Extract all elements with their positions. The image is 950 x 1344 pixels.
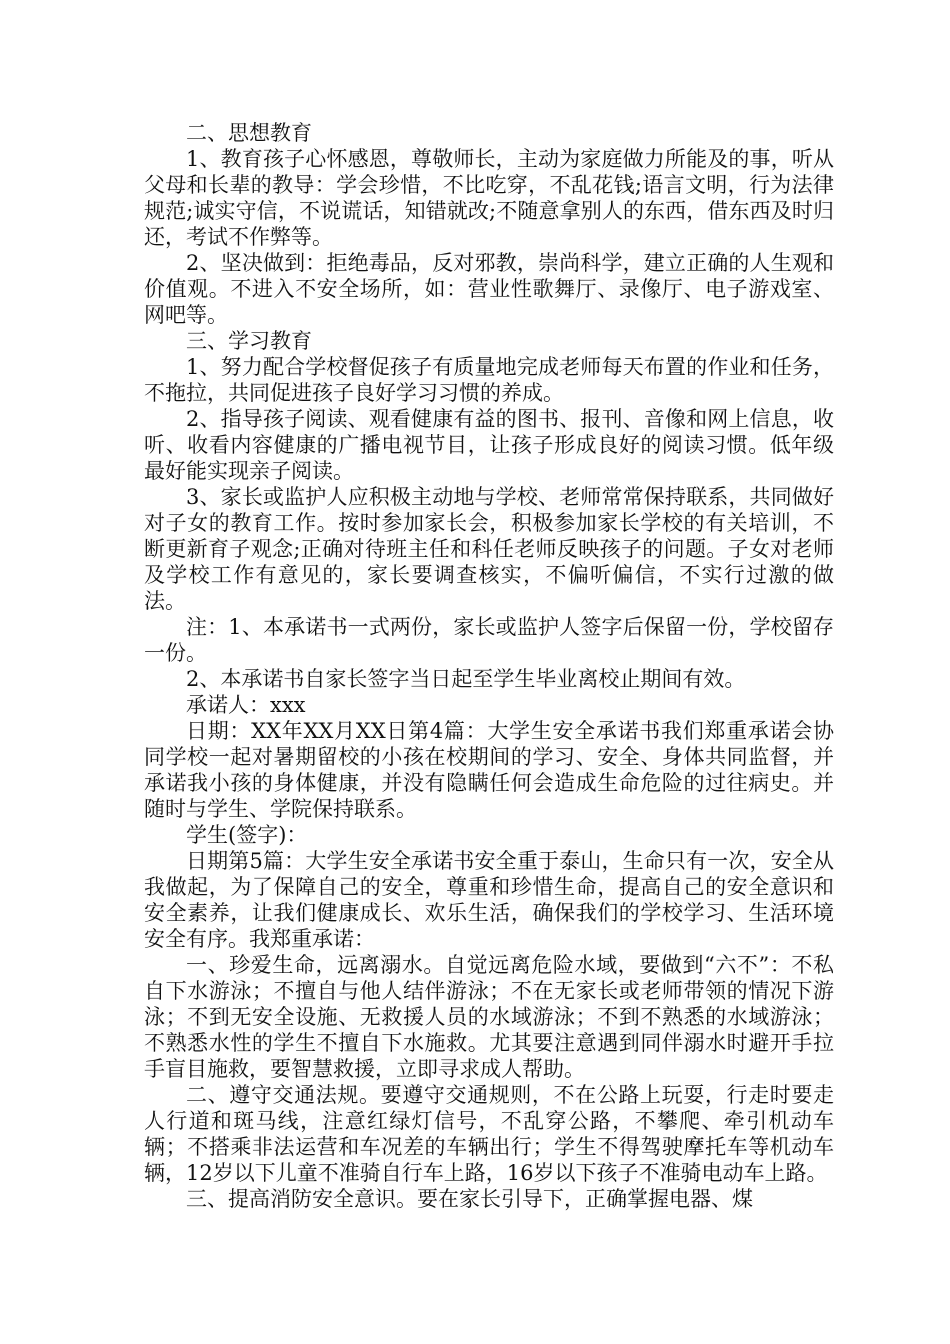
paragraph: 2、指导孩子阅读、观看健康有益的图书、报刊、音像和网上信息，收听、收看内容健康的广播电视节目，让孩子形成良好的阅读习惯。低年级最好能实现亲子阅读。 xyxy=(144,407,834,483)
paragraph: 一、珍爱生命，远离溺水。自觉远离危险水域，要做到“六不”：不私自下水游泳；不擅自与他人结伴游泳；不在无家长或老师带领的情况下游泳；不到无安全设施、无救援人员的水域游泳；不到不熟悉的水域游泳；不熟悉水性的学生不擅自下水施救。尤其要注意遇到同伴溺水时避开手拉手盲目施救，要智慧救援，立即寻求成人帮助。 xyxy=(144,953,834,1081)
paragraph: 三、提高消防安全意识。要在家长引导下，正确掌握电器、煤 xyxy=(186,1187,753,1211)
section-heading-study: 三、学习教育 xyxy=(186,329,312,353)
section-heading-ideology: 二、思想教育 xyxy=(186,121,312,145)
paragraph: 1、努力配合学校督促孩子有质量地完成老师每天布置的作业和任务，不拖拉，共同促进孩子良好学习习惯的养成。 xyxy=(144,355,834,405)
paragraph: 1、教育孩子心怀感恩，尊敬师长，主动为家庭做力所能及的事，听从父母和长辈的教导：学会珍惜，不比吃穿，不乱花钱;语言文明，行为法律规范;诚实守信，不说谎话，知错就改;不随意拿别人的东西，借东西及时归还，考试不作弊等。 xyxy=(144,147,834,249)
paragraph: 3、家长或监护人应积极主动地与学校、老师常常保持联系，共同做好对子女的教育工作。按时参加家长会，积极参加家长学校的有关培训，不断更新育子观念;正确对待班主任和科任老师反映孩子的问题。子女对老师及学校工作有意见的，家长要调查核实，不偏听偏信，不实行过激的做法。 xyxy=(144,485,834,613)
paragraph: 日期第5篇：大学生安全承诺书安全重于泰山，生命只有一次，安全从我做起，为了保障自己的安全，尊重和珍惜生命，提高自己的安全意识和安全素养，让我们健康成长、欢乐生活，确保我们的学校学习、生活环境安全有序。我郑重承诺： xyxy=(144,849,834,951)
paragraph: 日期：XX年XX月XX日第4篇：大学生安全承诺书我们郑重承诺会协同学校一起对暑期留校的小孩在校期间的学习、安全、身体共同监督，并承诺我小孩的身体健康，并没有隐瞒任何会造成生命危险的过往病史。并随时与学生、学院保持联系。 xyxy=(144,719,834,821)
promisor-line: 承诺人：xxx xyxy=(186,693,306,717)
paragraph: 二、遵守交通法规。要遵守交通规则，不在公路上玩耍，行走时要走人行道和斑马线，注意红绿灯信号，不乱穿公路，不攀爬、牵引机动车辆；不搭乘非法运营和车况差的车辆出行；学生不得驾驶摩托车等机动车辆，12岁以下儿童不准骑自行车上路，16岁以下孩子不准骑电动车上路。 xyxy=(144,1083,834,1185)
document-body xyxy=(144,120,834,1212)
signature-line: 学生(签字)： xyxy=(186,823,308,847)
note-paragraph: 注：1、本承诺书一式两份，家长或监护人签字后保留一份，学校留存一份。 xyxy=(144,615,834,665)
note-paragraph: 2、本承诺书自家长签字当日起至学生毕业离校止期间有效。 xyxy=(186,667,746,691)
paragraph: 2、坚决做到：拒绝毒品，反对邪教，崇尚科学，建立正确的人生观和价值观。不进入不安全场所，如：营业性歌舞厅、录像厅、电子游戏室、网吧等。 xyxy=(144,251,834,327)
